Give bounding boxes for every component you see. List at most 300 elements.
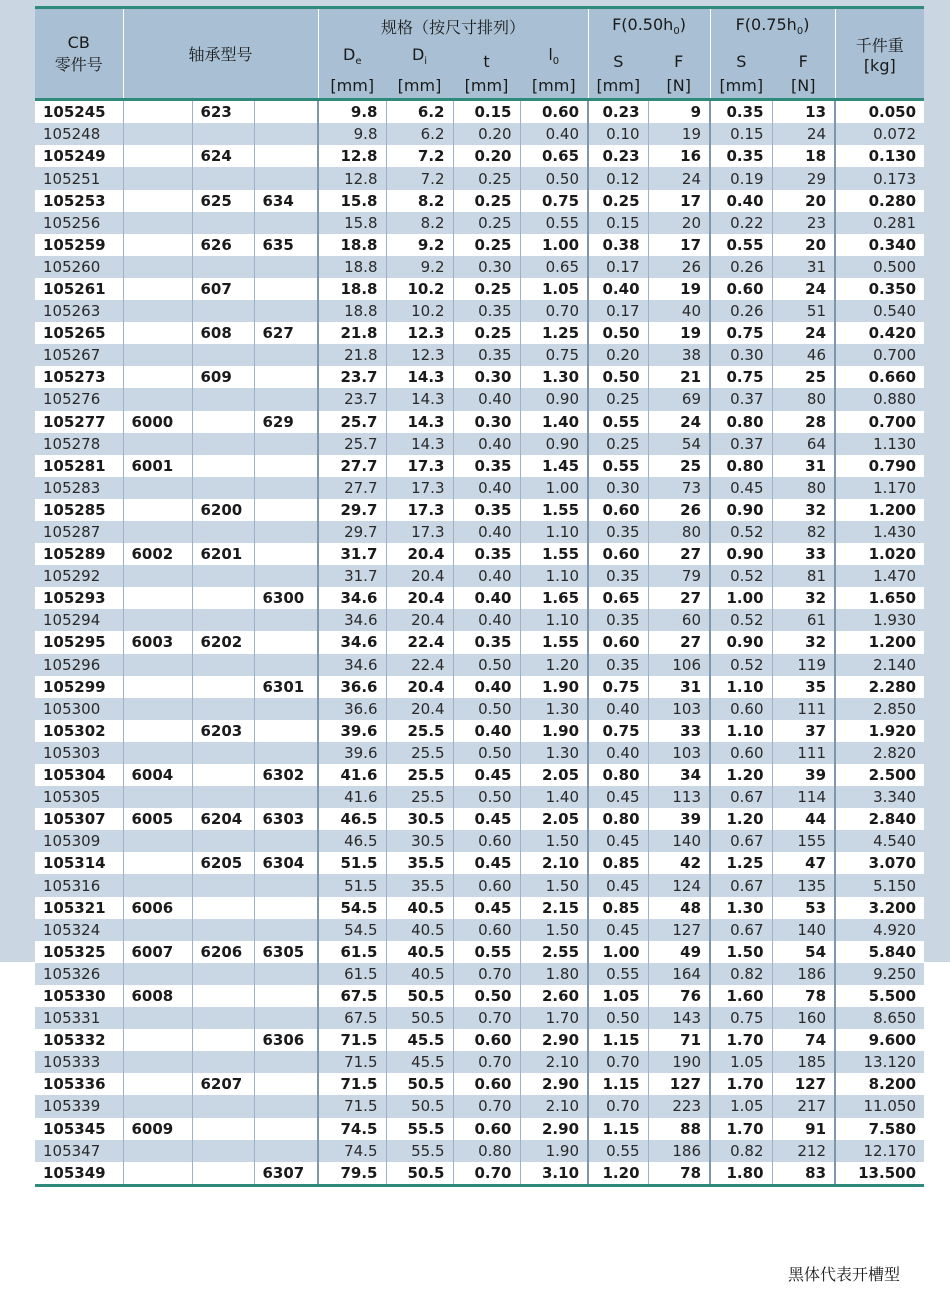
cell-s-075: 0.75 [710, 322, 772, 344]
cell-di: 55.5 [386, 1140, 453, 1162]
cell-f-075: 25 [772, 366, 835, 388]
cell-cb-code: 105265 [35, 322, 123, 344]
cell-bearing-b [192, 1162, 254, 1184]
header-s1 [588, 43, 648, 98]
cell-t: 0.50 [453, 985, 520, 1007]
cell-t: 0.25 [453, 167, 520, 189]
cell-bearing-b: 624 [192, 145, 254, 167]
table-row [35, 344, 924, 366]
cell-bearing-a: 6006 [123, 897, 192, 919]
table-row [35, 1118, 924, 1140]
cell-bearing-b: 609 [192, 366, 254, 388]
cell-f-050: 25 [648, 455, 710, 477]
cell-f-075: 31 [772, 455, 835, 477]
cell-t: 0.45 [453, 764, 520, 786]
cell-s-050: 0.30 [588, 477, 648, 499]
cell-bearing-c [254, 455, 318, 477]
cell-s-075: 0.67 [710, 786, 772, 808]
cell-di: 6.2 [386, 101, 453, 123]
cell-t: 0.40 [453, 477, 520, 499]
cell-di: 20.4 [386, 676, 453, 698]
cell-bearing-b: 6207 [192, 1073, 254, 1095]
cell-l0: 0.65 [520, 256, 588, 278]
cell-weight: 0.130 [835, 145, 924, 167]
cell-bearing-c [254, 1007, 318, 1029]
cell-bearing-c [254, 1095, 318, 1117]
table-row [35, 1140, 924, 1162]
table-row [35, 366, 924, 388]
cell-l0: 1.30 [520, 742, 588, 764]
cell-s-050: 0.80 [588, 764, 648, 786]
cell-s-050: 0.25 [588, 190, 648, 212]
cell-bearing-a [123, 676, 192, 698]
cell-bearing-b [192, 344, 254, 366]
cell-t: 0.20 [453, 123, 520, 145]
cell-f-075: 185 [772, 1051, 835, 1073]
cell-weight: 0.700 [835, 411, 924, 433]
cell-bearing-c: 6301 [254, 676, 318, 698]
cell-l0: 1.80 [520, 963, 588, 985]
cell-di: 40.5 [386, 919, 453, 941]
cell-l0: 1.70 [520, 1007, 588, 1029]
cell-weight: 4.540 [835, 830, 924, 852]
cell-bearing-b [192, 300, 254, 322]
cell-cb-code: 105336 [35, 1073, 123, 1095]
cell-bearing-a [123, 1029, 192, 1051]
cell-s-075: 0.82 [710, 963, 772, 985]
cell-cb-code: 105292 [35, 565, 123, 587]
cell-s-050: 0.75 [588, 676, 648, 698]
cell-bearing-c [254, 609, 318, 631]
cell-de: 46.5 [318, 808, 386, 830]
cell-weight: 2.280 [835, 676, 924, 698]
cell-weight: 9.600 [835, 1029, 924, 1051]
cell-bearing-b [192, 521, 254, 543]
table-row [35, 631, 924, 653]
cell-de: 9.8 [318, 101, 386, 123]
cell-di: 55.5 [386, 1118, 453, 1140]
spec-table-sheet [35, 6, 924, 1187]
cell-weight: 1.930 [835, 609, 924, 631]
cell-di: 12.3 [386, 344, 453, 366]
cell-f-075: 61 [772, 609, 835, 631]
cell-t: 0.25 [453, 278, 520, 300]
cell-t: 0.40 [453, 587, 520, 609]
cell-s-075: 0.45 [710, 477, 772, 499]
cell-bearing-a: 6003 [123, 631, 192, 653]
cell-bearing-c: 635 [254, 234, 318, 256]
cell-bearing-b [192, 742, 254, 764]
cell-s-075: 0.40 [710, 190, 772, 212]
cell-di: 7.2 [386, 167, 453, 189]
cell-weight: 2.140 [835, 654, 924, 676]
cell-f-050: 106 [648, 654, 710, 676]
cell-bearing-c [254, 278, 318, 300]
cell-t: 0.40 [453, 720, 520, 742]
table-row [35, 543, 924, 565]
table-row [35, 565, 924, 587]
cell-weight: 13.500 [835, 1162, 924, 1184]
cell-bearing-a [123, 654, 192, 676]
cell-s-050: 0.35 [588, 609, 648, 631]
cell-s-050: 0.50 [588, 366, 648, 388]
cell-weight: 0.500 [835, 256, 924, 278]
table-row [35, 764, 924, 786]
spec-table [35, 9, 924, 1184]
cell-f-075: 127 [772, 1073, 835, 1095]
cell-t: 0.35 [453, 300, 520, 322]
cell-bearing-a [123, 1095, 192, 1117]
cell-bearing-a: 6001 [123, 455, 192, 477]
cell-s-075: 0.15 [710, 123, 772, 145]
cell-bearing-c [254, 300, 318, 322]
cell-f-050: 113 [648, 786, 710, 808]
cell-s-075: 0.80 [710, 455, 772, 477]
cell-s-050: 0.25 [588, 388, 648, 410]
cell-f-075: 119 [772, 654, 835, 676]
cell-bearing-a [123, 322, 192, 344]
cell-f-050: 140 [648, 830, 710, 852]
table-row [35, 654, 924, 676]
cell-s-050: 0.45 [588, 786, 648, 808]
cell-de: 29.7 [318, 499, 386, 521]
cell-de: 31.7 [318, 565, 386, 587]
cell-t: 0.35 [453, 631, 520, 653]
cell-bearing-c [254, 720, 318, 742]
cell-bearing-b [192, 212, 254, 234]
cell-cb-code: 105314 [35, 852, 123, 874]
cell-di: 40.5 [386, 897, 453, 919]
cell-f-050: 33 [648, 720, 710, 742]
cell-weight: 1.650 [835, 587, 924, 609]
cell-bearing-a [123, 278, 192, 300]
cell-de: 18.8 [318, 300, 386, 322]
cell-di: 14.3 [386, 411, 453, 433]
cell-s-050: 0.45 [588, 874, 648, 896]
cell-de: 71.5 [318, 1029, 386, 1051]
cell-s-075: 1.80 [710, 1162, 772, 1184]
cell-f-050: 71 [648, 1029, 710, 1051]
cell-l0: 1.00 [520, 477, 588, 499]
cell-f-050: 26 [648, 499, 710, 521]
cell-bearing-b: 6205 [192, 852, 254, 874]
cell-weight: 3.070 [835, 852, 924, 874]
cell-bearing-c: 6302 [254, 764, 318, 786]
cell-de: 39.6 [318, 720, 386, 742]
cell-bearing-b: 6204 [192, 808, 254, 830]
cell-di: 10.2 [386, 300, 453, 322]
cell-f-075: 160 [772, 1007, 835, 1029]
cell-weight: 0.173 [835, 167, 924, 189]
cell-t: 0.60 [453, 1118, 520, 1140]
cell-bearing-b [192, 587, 254, 609]
cell-bearing-a [123, 167, 192, 189]
cell-cb-code: 105259 [35, 234, 123, 256]
cell-f-050: 19 [648, 322, 710, 344]
cell-bearing-b [192, 1029, 254, 1051]
cell-l0: 1.10 [520, 565, 588, 587]
cell-bearing-a [123, 830, 192, 852]
cell-l0: 1.05 [520, 278, 588, 300]
cell-cb-code: 105349 [35, 1162, 123, 1184]
cell-weight: 0.050 [835, 101, 924, 123]
cell-weight: 1.470 [835, 565, 924, 587]
cell-l0: 1.30 [520, 698, 588, 720]
cell-f-050: 24 [648, 167, 710, 189]
cell-s-075: 0.60 [710, 742, 772, 764]
cell-bearing-a [123, 1073, 192, 1095]
cell-f-075: 46 [772, 344, 835, 366]
cell-bearing-b [192, 1140, 254, 1162]
table-body [35, 101, 924, 1184]
cell-bearing-a [123, 101, 192, 123]
cell-bearing-c [254, 123, 318, 145]
cell-bearing-c [254, 1073, 318, 1095]
cell-f-050: 76 [648, 985, 710, 1007]
table-row [35, 609, 924, 631]
cell-cb-code: 105326 [35, 963, 123, 985]
table-row [35, 300, 924, 322]
cell-bearing-b [192, 433, 254, 455]
cell-f-075: 140 [772, 919, 835, 941]
cell-s-075: 0.52 [710, 609, 772, 631]
cell-weight: 2.850 [835, 698, 924, 720]
cell-l0: 0.60 [520, 101, 588, 123]
cell-de: 27.7 [318, 477, 386, 499]
cell-s-050: 0.60 [588, 631, 648, 653]
cell-weight: 7.580 [835, 1118, 924, 1140]
cell-s-075: 0.80 [710, 411, 772, 433]
cell-de: 23.7 [318, 366, 386, 388]
cell-l0: 0.90 [520, 433, 588, 455]
cell-de: 18.8 [318, 234, 386, 256]
cell-s-075: 0.37 [710, 388, 772, 410]
cell-s-050: 0.50 [588, 1007, 648, 1029]
cell-di: 22.4 [386, 654, 453, 676]
cell-f-050: 38 [648, 344, 710, 366]
cell-bearing-a [123, 300, 192, 322]
cell-l0: 1.30 [520, 366, 588, 388]
cell-bearing-c [254, 742, 318, 764]
cell-weight: 2.500 [835, 764, 924, 786]
table-row [35, 433, 924, 455]
cell-bearing-a [123, 874, 192, 896]
cell-f-075: 23 [772, 212, 835, 234]
cell-bearing-b [192, 698, 254, 720]
cell-de: 41.6 [318, 786, 386, 808]
cell-bearing-a [123, 1140, 192, 1162]
cell-di: 9.2 [386, 256, 453, 278]
cell-s-075: 0.90 [710, 543, 772, 565]
cell-de: 74.5 [318, 1118, 386, 1140]
cell-bearing-b [192, 1095, 254, 1117]
cell-s-050: 0.35 [588, 521, 648, 543]
cell-s-050: 0.35 [588, 565, 648, 587]
cell-s-075: 1.25 [710, 852, 772, 874]
header-l0-label: $l_0$ [548, 45, 560, 68]
cell-cb-code: 105261 [35, 278, 123, 300]
cell-bearing-a [123, 477, 192, 499]
cell-de: 15.8 [318, 212, 386, 234]
cell-de: 71.5 [318, 1051, 386, 1073]
cell-de: 67.5 [318, 985, 386, 1007]
cell-s-050: 0.65 [588, 587, 648, 609]
cell-cb-code: 105295 [35, 631, 123, 653]
cell-s-050: 1.15 [588, 1073, 648, 1095]
cell-de: 41.6 [318, 764, 386, 786]
cell-l0: 2.10 [520, 852, 588, 874]
table-row [35, 742, 924, 764]
header-f1-label: F [674, 52, 684, 72]
cell-bearing-a [123, 720, 192, 742]
cell-de: 18.8 [318, 256, 386, 278]
cell-cb-code: 105333 [35, 1051, 123, 1073]
cell-s-050: 1.15 [588, 1029, 648, 1051]
header-t [453, 43, 520, 98]
header-s1-unit: [mm] [596, 76, 641, 96]
cell-weight: 0.281 [835, 212, 924, 234]
cell-bearing-b: 608 [192, 322, 254, 344]
cell-de: 79.5 [318, 1162, 386, 1184]
cell-f-050: 103 [648, 698, 710, 720]
cell-l0: 1.20 [520, 654, 588, 676]
cell-t: 0.30 [453, 366, 520, 388]
table-row [35, 786, 924, 808]
cell-s-075: 0.67 [710, 830, 772, 852]
cell-l0: 1.25 [520, 322, 588, 344]
cell-cb-code: 105276 [35, 388, 123, 410]
cell-de: 12.8 [318, 145, 386, 167]
table-row [35, 587, 924, 609]
cell-l0: 2.05 [520, 764, 588, 786]
cell-s-075: 1.30 [710, 897, 772, 919]
cell-l0: 0.40 [520, 123, 588, 145]
cell-s-050: 0.25 [588, 433, 648, 455]
cell-cb-code: 105309 [35, 830, 123, 852]
cell-f-075: 18 [772, 145, 835, 167]
cell-bearing-c [254, 167, 318, 189]
cell-t: 0.70 [453, 1007, 520, 1029]
cell-cb-code: 105347 [35, 1140, 123, 1162]
cell-bearing-b: 626 [192, 234, 254, 256]
cell-t: 0.35 [453, 455, 520, 477]
cell-l0: 1.55 [520, 499, 588, 521]
cell-weight: 5.150 [835, 874, 924, 896]
header-cb-line1: CB [67, 32, 90, 52]
cell-t: 0.20 [453, 145, 520, 167]
cell-bearing-b [192, 919, 254, 941]
table-row [35, 874, 924, 896]
cell-s-075: 1.00 [710, 587, 772, 609]
cell-bearing-a [123, 742, 192, 764]
cell-t: 0.60 [453, 874, 520, 896]
cell-weight: 12.170 [835, 1140, 924, 1162]
cell-s-050: 0.38 [588, 234, 648, 256]
cell-cb-code: 105285 [35, 499, 123, 521]
cell-s-075: 0.90 [710, 631, 772, 653]
cell-de: 27.7 [318, 455, 386, 477]
cell-f-075: 24 [772, 278, 835, 300]
cell-f-050: 49 [648, 941, 710, 963]
cell-weight: 1.200 [835, 499, 924, 521]
cell-de: 61.5 [318, 941, 386, 963]
cell-bearing-b [192, 874, 254, 896]
cell-bearing-c [254, 1140, 318, 1162]
cell-s-050: 0.75 [588, 720, 648, 742]
cell-s-075: 1.20 [710, 764, 772, 786]
cell-weight: 1.920 [835, 720, 924, 742]
cell-bearing-a: 6007 [123, 941, 192, 963]
cell-bearing-b [192, 786, 254, 808]
cell-bearing-c [254, 101, 318, 123]
cell-bearing-c [254, 698, 318, 720]
cell-bearing-a [123, 609, 192, 631]
cell-weight: 11.050 [835, 1095, 924, 1117]
cell-di: 8.2 [386, 190, 453, 212]
cell-s-075: 0.67 [710, 874, 772, 896]
cell-bearing-c [254, 565, 318, 587]
cell-bearing-a [123, 123, 192, 145]
cell-t: 0.50 [453, 654, 520, 676]
cell-bearing-a [123, 344, 192, 366]
cell-bearing-b: 6200 [192, 499, 254, 521]
cell-f-075: 24 [772, 123, 835, 145]
cell-f-050: 190 [648, 1051, 710, 1073]
cell-s-075: 0.26 [710, 256, 772, 278]
cell-de: 31.7 [318, 543, 386, 565]
cell-l0: 2.90 [520, 1029, 588, 1051]
cell-weight: 0.280 [835, 190, 924, 212]
cell-f-075: 32 [772, 631, 835, 653]
cell-de: 61.5 [318, 963, 386, 985]
cell-f-050: 127 [648, 1073, 710, 1095]
cell-bearing-a [123, 521, 192, 543]
cell-di: 17.3 [386, 521, 453, 543]
cell-bearing-c [254, 1118, 318, 1140]
cell-t: 0.35 [453, 543, 520, 565]
cell-de: 36.6 [318, 698, 386, 720]
cell-cb-code: 105260 [35, 256, 123, 278]
cell-s-050: 0.20 [588, 344, 648, 366]
cell-bearing-c [254, 631, 318, 653]
cell-bearing-b [192, 256, 254, 278]
cell-f-050: 60 [648, 609, 710, 631]
cell-t: 0.25 [453, 322, 520, 344]
cell-t: 0.35 [453, 344, 520, 366]
table-row [35, 256, 924, 278]
cell-t: 0.50 [453, 786, 520, 808]
cell-s-050: 0.60 [588, 499, 648, 521]
cell-l0: 1.90 [520, 720, 588, 742]
cell-cb-code: 105267 [35, 344, 123, 366]
cell-f-050: 21 [648, 366, 710, 388]
cell-l0: 2.90 [520, 1118, 588, 1140]
cell-f-050: 54 [648, 433, 710, 455]
cell-t: 0.15 [453, 101, 520, 123]
cell-bearing-a [123, 366, 192, 388]
cell-s-050: 0.50 [588, 322, 648, 344]
cell-s-050: 0.55 [588, 411, 648, 433]
table-row [35, 1073, 924, 1095]
cell-bearing-b [192, 411, 254, 433]
cell-s-050: 0.55 [588, 455, 648, 477]
cell-de: 12.8 [318, 167, 386, 189]
cell-s-050: 0.40 [588, 698, 648, 720]
header-weight-line2: [kg] [863, 55, 896, 75]
cell-s-050: 1.00 [588, 941, 648, 963]
cell-cb-code: 105273 [35, 366, 123, 388]
cell-f-050: 24 [648, 411, 710, 433]
